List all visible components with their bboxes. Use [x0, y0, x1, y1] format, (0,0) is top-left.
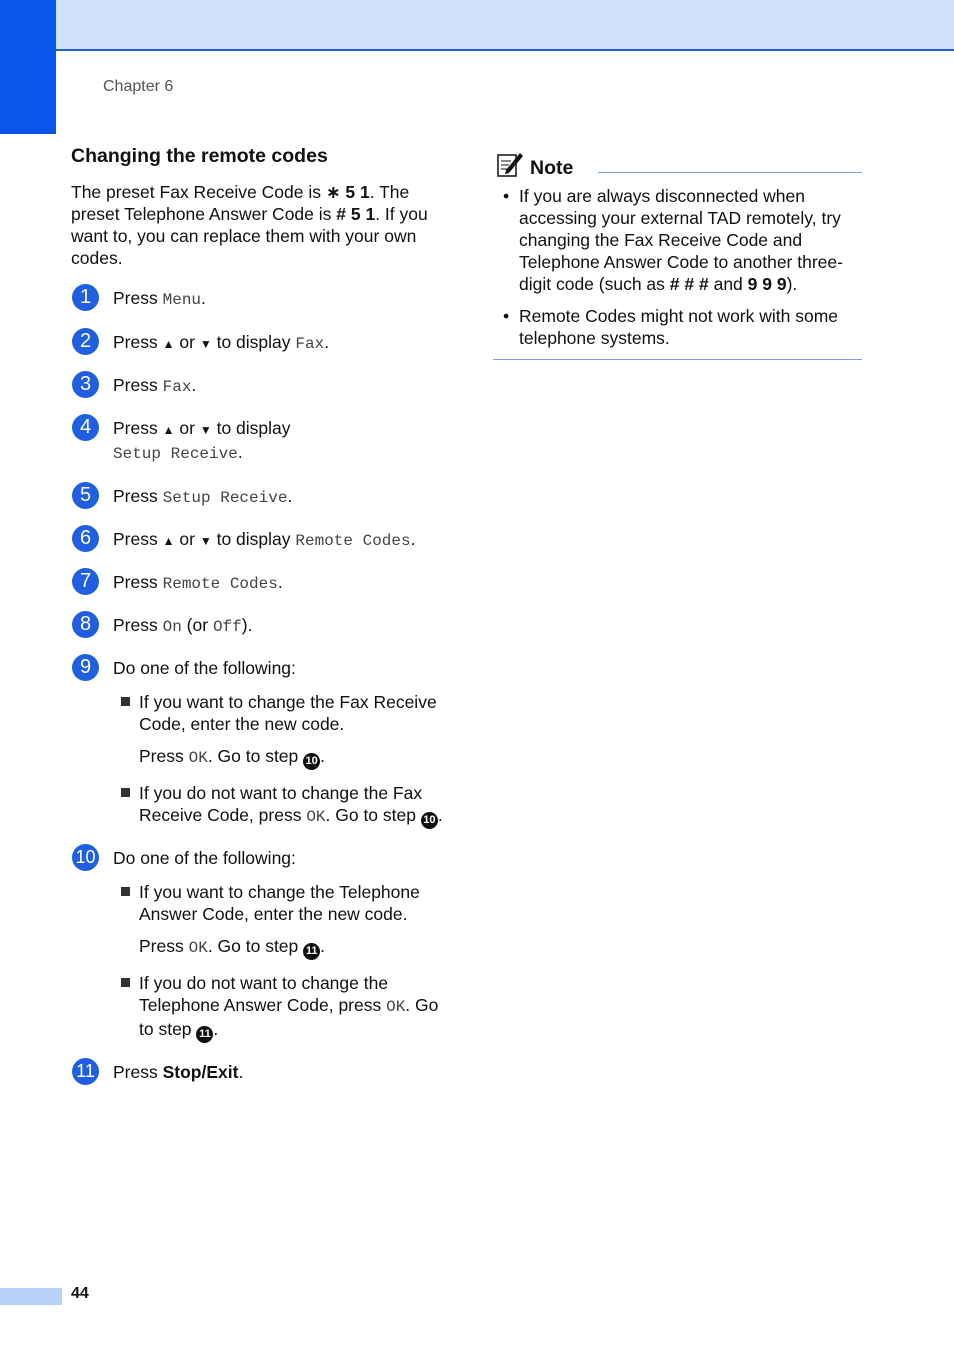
list-item-followup: Press OK. Go to step 11 . — [113, 935, 446, 960]
step-number-icon: 9 — [72, 654, 99, 681]
list-item-followup: Press OK. Go to step 10 . — [113, 745, 446, 770]
up-arrow-icon: ▲ — [162, 423, 175, 437]
note-divider-bottom — [493, 359, 862, 360]
step-7: 7 Press Remote Codes. — [71, 571, 446, 595]
step-number-icon: 2 — [72, 328, 99, 355]
step-ref-icon: 11 — [303, 943, 320, 960]
down-arrow-icon: ▼ — [199, 423, 212, 437]
note-divider-top — [598, 172, 862, 173]
step-6: 6 Press ▲ or ▼ to display Remote Codes. — [71, 528, 446, 552]
header-band — [0, 0, 954, 51]
step-number-icon: 3 — [72, 371, 99, 398]
step-ref-icon: 11 — [196, 1026, 213, 1043]
section-title: Changing the remote codes — [71, 145, 328, 167]
note-header — [493, 150, 862, 182]
step-number-icon: 4 — [72, 414, 99, 441]
list-item: If you want to change the Fax Receive Code, enter the new code. — [113, 691, 446, 735]
step-number-icon: 8 — [72, 611, 99, 638]
bullet-square-icon — [121, 887, 130, 896]
left-column — [71, 144, 446, 1083]
step-9: 9 Do one of the following: If you want to change the Fax Receive Code, enter the new code. Press OK. Go to step 10 . If you do not want to change the Fax Receive Code, press OK. Go to step 10 . — [71, 657, 446, 829]
bullet-square-icon — [121, 697, 130, 706]
step-4: 4 Press ▲ or ▼ to display Setup Receive. — [71, 417, 446, 465]
step-8: 8 Press On (or Off). — [71, 614, 446, 638]
footer-band — [0, 1288, 62, 1305]
step-1: 1 Press Menu. — [71, 287, 446, 311]
chapter-label: Chapter 6 — [103, 78, 174, 95]
bullet-square-icon — [121, 978, 130, 987]
up-arrow-icon: ▲ — [162, 534, 175, 548]
intro-paragraph: The preset Fax Receive Code is ∗ 5 1. The preset Telephone Answer Code is # 5 1. If you want to, you can replace them with your own codes. — [71, 182, 428, 268]
step-10: 10 Do one of the following: If you want to change the Telephone Answer Code, enter the new code. Press OK. Go to step 11 . If you do not want to change the Telephone Answer Code, press OK. Go to step 11 . — [71, 847, 446, 1043]
step-number-icon: 6 — [72, 525, 99, 552]
step-ref-icon: 10 — [303, 753, 320, 770]
step-2: 2 Press ▲ or ▼ to display Fax. — [71, 331, 446, 355]
chapter-tab — [0, 0, 56, 134]
step-ref-icon: 10 — [421, 812, 438, 829]
down-arrow-icon: ▼ — [199, 337, 212, 351]
step-11: 11 Press Stop/Exit. — [71, 1061, 446, 1083]
note-item: • Remote Codes might not work with some telephone systems. — [503, 306, 839, 348]
page-number: 44 — [71, 1285, 89, 1302]
down-arrow-icon: ▼ — [199, 534, 212, 548]
list-item: If you do not want to change the Fax Receive Code, press OK. Go to step 10 . — [113, 782, 446, 829]
step-number-icon: 11 — [72, 1058, 99, 1085]
up-arrow-icon: ▲ — [162, 337, 175, 351]
step-number-icon: 1 — [72, 284, 99, 311]
step-5: 5 Press Setup Receive. — [71, 485, 446, 509]
list-item: If you do not want to change the Telephone Answer Code, press OK. Go to step 11 . — [113, 972, 446, 1043]
list-item: If you want to change the Telephone Answer Code, enter the new code. — [113, 881, 446, 925]
note-title: Note — [530, 157, 574, 179]
step-number-icon: 10 — [72, 844, 99, 871]
note-list — [493, 185, 862, 349]
note-box — [493, 150, 862, 360]
step-3: 3 Press Fax. — [71, 374, 446, 398]
bullet-square-icon — [121, 788, 130, 797]
note-pencil-icon — [496, 150, 524, 178]
note-item: • If you are always disconnected when accessing your external TAD remotely, try changing the Fax Receive Code and Telephone Answer Code to another three-digit code (such as # # # and 9 9 9). — [503, 186, 843, 294]
step-number-icon: 7 — [72, 568, 99, 595]
step-number-icon: 5 — [72, 482, 99, 509]
